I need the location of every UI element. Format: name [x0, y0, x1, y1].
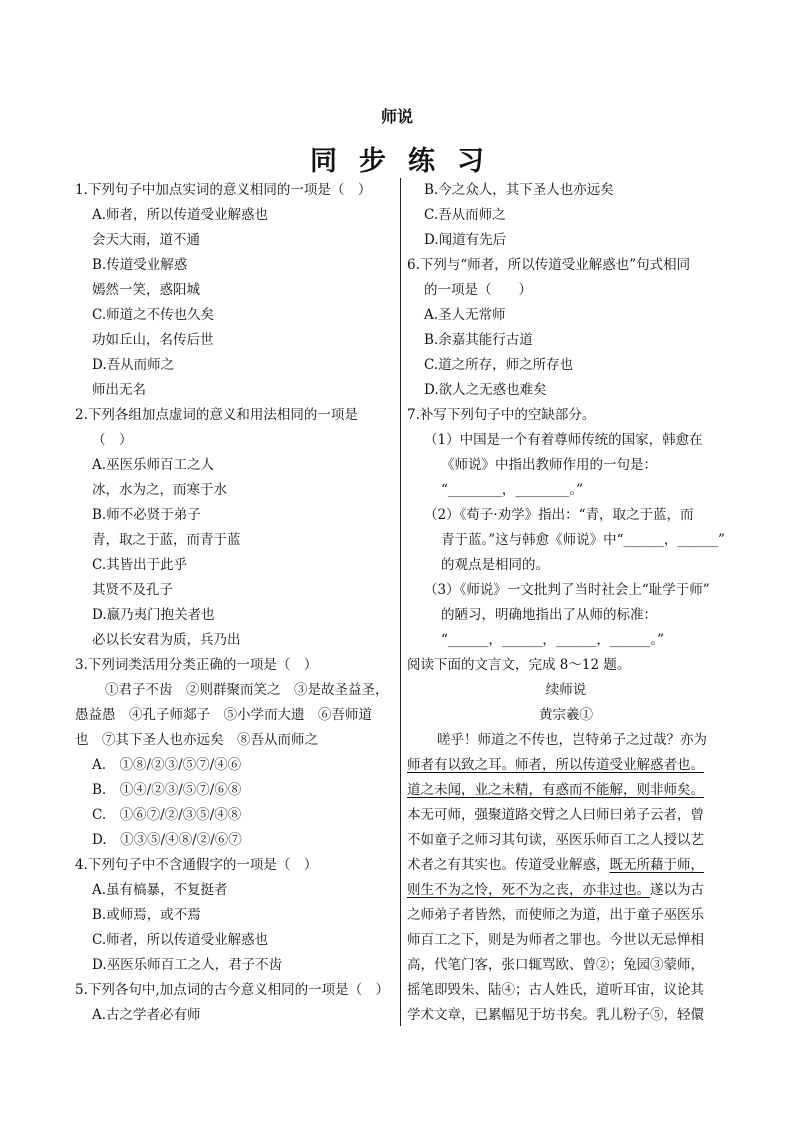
text-line: D.闻道有先后 [424, 232, 507, 248]
worksheet-title: 师说 [380, 107, 413, 126]
text-line: （3）《师说》一文批判了当时社会上“耻学于师” [424, 582, 710, 598]
text-line: 摇笔即毁朱、陆④；古人姓氏，道听耳宙，议论其 [407, 982, 704, 998]
text-line: 4.下列句子中不含通假字的一项是（ ） [75, 857, 318, 873]
text-line: 3.下列词类活用分类正确的一项是（ ） [75, 657, 318, 673]
text-line: 其贤不及孔子 [92, 582, 173, 598]
text-line: C.道之所存，师之所存也 [424, 357, 574, 373]
worksheet-subtitle: 同步练习 [310, 146, 506, 177]
text-line: 师百工之下，则是为师者之罪也。今世以无忌惮相 [407, 932, 704, 948]
text-line: A.师者，所以传道受业解惑也 [92, 207, 269, 223]
text-line: C.师道之不传也久矣 [92, 307, 215, 323]
text-line: 青于蓝。”这与韩愈《师说》中“______，______” [441, 532, 725, 548]
text-line: 嗟乎！师道之不传也，岂特弟子之过哉？亦为 [437, 732, 707, 748]
text-line: D. ①③⑤/④⑧/②/⑥⑦ [92, 832, 242, 848]
underlined-phrase: 既无所藉于师， [609, 857, 704, 873]
text-line: C.吾从而师之 [424, 207, 506, 223]
text-line: 5.下列各句中,加点词的古今意义相同的一项是（ ） [75, 982, 390, 998]
text-line: D.巫医乐师百工之人，君子不齿 [92, 957, 283, 973]
text-line: 《师说》中指出教师作用的一句是： [441, 457, 657, 473]
text-line: 不如童子之师习其句读，巫医乐师百工之人授以艺 [407, 832, 704, 848]
text-line: 师出无名 [92, 382, 146, 398]
text-line: B. ①④/②③/⑤⑦/⑥⑧ [92, 782, 242, 798]
underlined-phrase: 则生不为之怜，死不为之丧，亦非过也。 [407, 882, 650, 898]
text-line: 1.下列句子中加点实词的意义相同的一项是（ ） [75, 182, 372, 198]
text-line: C. ①⑥⑦/②/③⑤/④⑧ [92, 807, 242, 823]
text-line: A.古之学者必有师 [92, 1007, 201, 1023]
text-line: 嫣然一笑，惑阳城 [92, 282, 200, 298]
text-line: “________，________。” [441, 482, 584, 498]
text-line: “______，______，______，______。” [441, 632, 665, 648]
text-line: 6.下列与“师者，所以传道受业解惑也”句式相同 [407, 257, 691, 273]
text-line: 学术文章，已累幅见于坊书矣。乳儿粉子⑤，轻儇 [407, 1007, 704, 1023]
text-line: 的一项是（ ） [424, 282, 532, 298]
column-divider [400, 178, 401, 1026]
text-line: D.吾从而师之 [92, 357, 175, 373]
text-line: ①君子不齿 ②则群聚而笑之 ③是故圣益圣， [105, 682, 389, 698]
text-line: 的陋习，明确地指出了从师的标准： [441, 607, 657, 623]
text-line: B.或师焉，或不焉 [92, 907, 201, 923]
text-line: 会天大雨，道不通 [92, 232, 200, 248]
text-line: 2.下列各组加点虚词的意义和用法相同的一项是 [75, 407, 358, 423]
text-line: 也 ⑦其下圣人也亦远矣 ⑧吾从而师之 [75, 732, 318, 748]
text-line: D.嬴乃夷门抱关者也 [92, 607, 215, 623]
text-line: D.欲人之无惑也难矣 [424, 382, 547, 398]
text-line: A.圣人无常师 [424, 307, 506, 323]
text-line: （ ） [92, 432, 133, 448]
text-line: A.虽有槁暴，不复挺者 [92, 882, 228, 898]
text-line: 之师弟子者皆然，而使师之为道，出于童子巫医乐 [407, 907, 704, 923]
left-column [75, 178, 393, 1028]
text-line: 阅读下面的文言文，完成 8～12 题。 [407, 657, 631, 673]
text-line: B.师不必贤于弟子 [92, 507, 201, 523]
text-line: 7.补写下列句子中的空缺部分。 [407, 407, 596, 423]
text-line: 必以长安君为质，兵乃出 [92, 632, 241, 648]
text-line: 功如丘山，名传后世 [92, 332, 214, 348]
text-line: 本无可师，强聚道路交臂之人曰师曰弟子云者，曾 [407, 807, 704, 823]
text-line: 续师说 [545, 682, 587, 698]
text-line: 高，代笔门客，张口辄骂欧、曾②；兔园③蒙师， [407, 957, 704, 973]
text-line: C.其皆出于此乎 [92, 557, 188, 573]
text-line: 愚益愚 ④孔子师郯子 ⑤小学而大遗 ⑥吾师道 [75, 707, 372, 723]
text-line: 则生不为之怜，死不为之丧，亦非过也。遂以为古 [407, 882, 704, 898]
text-line: B.传道受业解惑 [92, 257, 188, 273]
text-line: A.巫医乐师百工之人 [92, 457, 215, 473]
text-line: 青，取之于蓝，而青于蓝 [92, 532, 241, 548]
text-line: A. ①⑧/②③/⑤⑦/④⑥ [92, 757, 242, 773]
text-line: 冰，水为之，而寒于水 [92, 482, 227, 498]
text-line: 师者有以致之耳。师者，所以传道受业解惑者也。 [407, 757, 704, 773]
right-column [407, 178, 725, 1028]
text-line: B.今之众人，其下圣人也亦远矣 [424, 182, 614, 198]
text-line: 术者之有其实也。传道受业解惑，既无所藉于师， [407, 857, 704, 873]
text-line: C.师者，所以传道受业解惑也 [92, 932, 269, 948]
text-line: 黄宗羲① [539, 707, 593, 723]
text-line: B.余嘉其能行古道 [424, 332, 533, 348]
text-line: （1）中国是一个有着尊师传统的国家，韩愈在 [424, 432, 703, 448]
text-line: （2）《荀子·劝学》指出：“青，取之于蓝，而 [424, 507, 694, 523]
text-line: 道之未闻，业之未精，有惑而不能解，则非师矣。 [407, 782, 704, 798]
text-line: 的观点是相同的。 [441, 557, 549, 573]
